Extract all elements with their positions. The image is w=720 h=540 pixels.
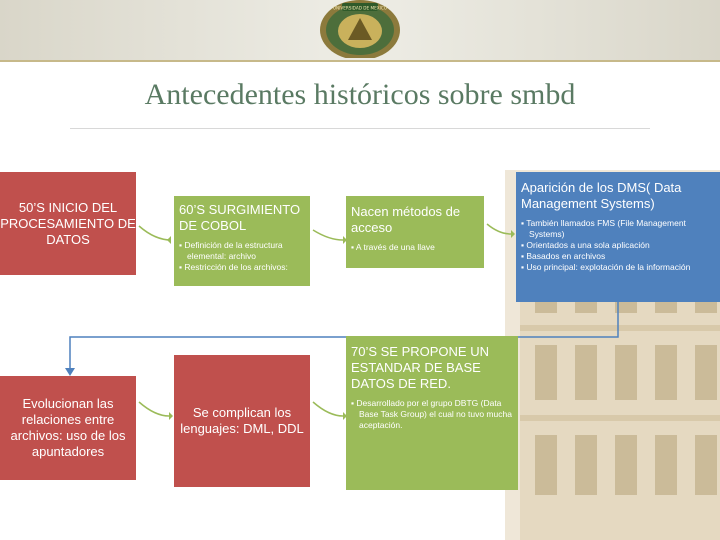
node-estandar-red-heading: 70’S SE PROPONE UN ESTANDAR DE BASE DATOS DE RED. bbox=[351, 344, 489, 391]
page-title: Antecedentes históricos sobre smbd bbox=[144, 78, 576, 111]
bullet-item: ▪ Uso principal: explotación de la información bbox=[521, 262, 715, 273]
node-estandar-red-bullets bbox=[351, 398, 513, 431]
arrow-n2-n3 bbox=[311, 226, 347, 246]
node-metodos-acceso bbox=[346, 196, 484, 268]
bullet-item: ▪ Orientados a una sola aplicación bbox=[521, 240, 715, 251]
node-50s-inicio-text: 50’S INICIO DEL PROCESAMIENTO DE DATOS bbox=[0, 199, 136, 247]
node-estandar-red bbox=[346, 336, 518, 490]
bullet-item: ▪ A través de una llave bbox=[351, 242, 479, 253]
arrow-n6-n7 bbox=[311, 396, 347, 420]
node-60s-cobol bbox=[174, 196, 310, 286]
bullet-item: ▪ Definición de la estructura elemental: archivo bbox=[179, 240, 305, 262]
bullet-item: ▪ Restricción de los archivos: bbox=[179, 262, 305, 273]
node-60s-cobol-bullets bbox=[179, 240, 305, 273]
node-60s-cobol-heading: 60’S SURGIMIENTO DE COBOL bbox=[179, 202, 301, 233]
node-metodos-acceso-bullets bbox=[351, 242, 479, 253]
seal-text: UNIVERSIDAD DE MEXICO bbox=[332, 5, 388, 11]
arrow-n5-n6 bbox=[137, 396, 173, 420]
node-dms-heading: Aparición de los DMS( Data Management Systems) bbox=[521, 180, 682, 211]
university-seal-logo bbox=[318, 0, 402, 58]
node-dms bbox=[516, 172, 720, 302]
arrow-n3-n4 bbox=[485, 220, 515, 240]
node-dms-bullets bbox=[521, 218, 715, 273]
title-underline bbox=[70, 128, 650, 129]
bullet-item: ▪ Desarrollado por el grupo DBTG (Data Base Task Group) el cual no tuvo mucha aceptación. bbox=[351, 398, 513, 431]
header-divider bbox=[0, 60, 720, 62]
node-metodos-acceso-heading: Nacen métodos de acceso bbox=[351, 204, 461, 235]
bullet-item: ▪ Basados en archivos bbox=[521, 251, 715, 262]
node-lenguajes bbox=[174, 355, 310, 487]
node-lenguajes-text: Se complican los lenguajes: DML, DDL bbox=[180, 405, 304, 436]
arrow-n1-n2 bbox=[137, 220, 173, 244]
bullet-item: ▪ También llamados FMS (File Management Systems) bbox=[521, 218, 715, 240]
node-apuntadores bbox=[0, 376, 136, 480]
node-apuntadores-text: Evolucionan las relaciones entre archivos: uso de los apuntadores bbox=[10, 396, 126, 459]
node-50s-inicio bbox=[0, 172, 136, 275]
